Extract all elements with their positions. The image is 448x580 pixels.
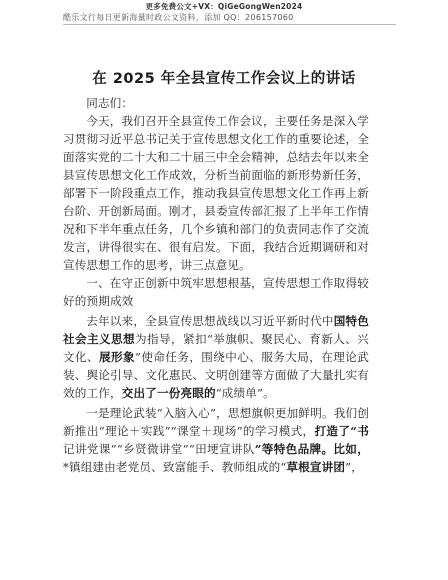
text-run: 去年以来，全县宣传思想战线以习近平新时代中 xyxy=(86,314,334,328)
salutation: 同志们： xyxy=(86,96,134,110)
text-run: 记讲党课 xyxy=(63,442,111,456)
text-run: “乡贤微讲堂 xyxy=(116,442,183,456)
document-title: 在 2025 年全县宣传工作会议上的讲话 xyxy=(92,71,356,87)
paragraph-intro: 今天，我们召开全县宣传工作会议，主要任务是深入学习贯彻习近平总书记关于宣传思想文化工作的重要论述，全面落实党的二十大和二十届三中全会精神，总结去年以来全县宣传思想文化工作成效，分析当前面临的新形势新任务，部署下一阶段重点工作，推动我县宣传思想文化工作再上新台阶、开创新局面。刚才，县委宣传部汇报了上半年工作情况和下半年重点任务，几个乡镇和部门的负责同志作了交流发言，讲得很实在、很有启发。下面，我结合近期调研和对宣传思想工作的思考，讲三点意见。 xyxy=(63,114,369,272)
emphasis-run: 比如， xyxy=(333,442,369,456)
header-divider xyxy=(63,24,396,25)
text-run: *镇组建由老党员、致富能手、教师组成的“ xyxy=(63,460,287,474)
text-run: ”。 xyxy=(257,386,275,400)
paragraph-theory xyxy=(63,404,369,476)
text-run: 一是理论武装“入脑入心 xyxy=(86,406,210,420)
paragraph-achievements xyxy=(63,312,369,402)
emphasis-run: 交出了一份亮眼的 xyxy=(121,386,216,400)
emphasis-run: ”等特色品牌。 xyxy=(254,442,334,456)
text-run: ” xyxy=(110,442,117,456)
text-run: ” xyxy=(182,442,189,456)
text-run: ”的学习模式， xyxy=(236,424,315,438)
emphasis-run: 草根宣讲团 xyxy=(286,460,346,474)
text-run: ”，思想旗帜更加鲜明。我们创新推出“理论＋实践 xyxy=(63,406,370,438)
emphasis-run: 展形象 xyxy=(99,350,135,364)
text-run: “田埂宣讲队 xyxy=(188,442,255,456)
emphasis-run: 打造了“书 xyxy=(314,424,370,438)
text-run: ”使命任务，围绕中心、服务大局，在理论武装、舆论引导、文化惠民、文明创建等方面做了大量扎实有效的工作， xyxy=(63,350,370,400)
document-body xyxy=(63,94,369,476)
emphasis-run: 国特色社会主义思想 xyxy=(63,314,370,346)
text-run: ”， xyxy=(345,460,363,474)
header-note: 酷乐文行每日更新海量时政公文资料，添加 QQ：206157060 xyxy=(63,13,294,22)
text-run: “成绩单 xyxy=(215,386,257,400)
section-heading-1: 一、在守正创新中筑牢思想根基，宣传思想工作取得较好的预期成效 xyxy=(63,276,369,308)
top-note: 更多免费公文+VX：QiGeGongWen2024 xyxy=(145,2,303,11)
text-run: ”“课堂＋现场 xyxy=(164,424,237,438)
text-run: 为指导，紧扣“举旗帜、聚民心、育新人、兴文化、 xyxy=(63,332,369,364)
